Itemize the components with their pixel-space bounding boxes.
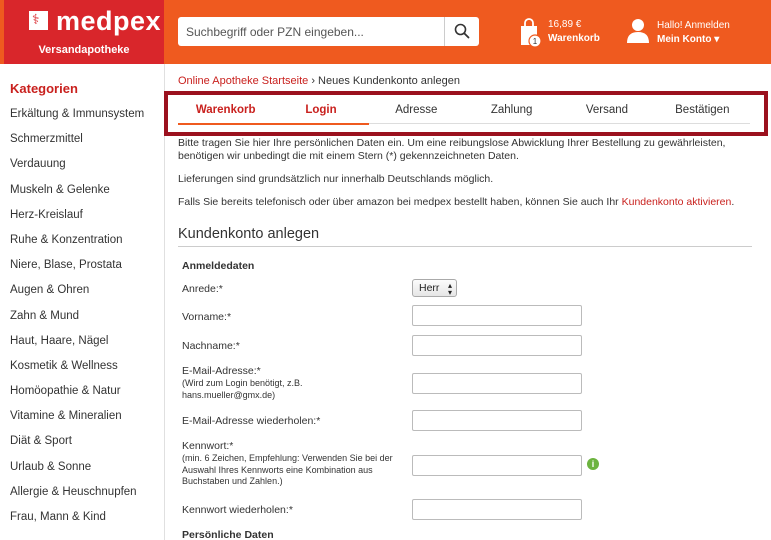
nachname-field[interactable] (412, 335, 582, 356)
category-item[interactable]: Diät & Sport (10, 435, 72, 448)
category-item[interactable]: Urlaub & Sonne (10, 460, 92, 473)
breadcrumb-current: Neues Kundenkonto anlegen (318, 75, 460, 87)
step-bestaetigen: Bestätigen (675, 104, 730, 116)
anrede-select[interactable]: Herr ▴ ▾ (412, 279, 457, 297)
search-button[interactable] (444, 17, 479, 46)
sidebar-title: Kategorien (10, 81, 78, 96)
my-account-label: Mein Konto ▾ (657, 34, 720, 45)
step-login[interactable]: Login (273, 102, 368, 123)
nachname-label: Nachname:* (182, 340, 240, 352)
vorname-label: Vorname:* (182, 311, 232, 323)
select-arrows-icon: ▴ ▾ (447, 281, 452, 297)
cart-count-badge: 1 (532, 37, 538, 46)
category-item[interactable]: Augen & Ohren (10, 284, 90, 297)
activate-account-link[interactable]: Kundenkonto aktivieren (621, 196, 732, 208)
search-input[interactable] (178, 17, 444, 46)
pharmacy-cross-icon: ⚕ (29, 11, 48, 30)
form-title: Kundenkonto anlegen (178, 226, 320, 242)
anrede-label: Anrede:* (182, 283, 223, 295)
breadcrumb-separator: › (311, 75, 315, 87)
cart-label: Warenkorb (548, 33, 600, 44)
category-item[interactable]: Vitamine & Mineralien (10, 410, 122, 423)
category-item[interactable]: Zahn & Mund (10, 309, 80, 322)
category-item[interactable]: Frau, Mann & Kind (10, 511, 106, 523)
checkout-steps (178, 102, 750, 124)
category-item[interactable]: Allergie & Heuschnupfen (10, 485, 137, 498)
email-field[interactable] (412, 373, 582, 394)
email-hint: (Wird zum Login benötigt, z.B. hans.mueller@gmx.de) (182, 378, 303, 400)
shopping-bag-icon (518, 18, 544, 48)
category-item[interactable]: Kosmetik & Wellness (10, 359, 118, 372)
category-item[interactable]: Herz-Kreislauf (10, 208, 83, 221)
password-repeat-label: Kennwort wiederholen:* (182, 504, 293, 516)
category-item[interactable]: Muskeln & Gelenke (10, 183, 110, 196)
category-item[interactable]: Haut, Haare, Nägel (10, 334, 109, 347)
step-zahlung: Zahlung (490, 104, 533, 116)
checkout-steps-highlight (164, 91, 768, 136)
email-repeat-field[interactable] (412, 410, 582, 431)
medpex-logo[interactable] (4, 0, 164, 64)
logo-text: medpex (56, 6, 162, 36)
delivery-note: Lieferungen sind grundsätzlich nur innerhalb Deutschlands möglich. (178, 173, 494, 185)
password-hint: (min. 6 Zeichen, Empfehlung: Verwenden Sie bei der Auswahl Ihres Kennworts eine Kombination aus Buchstaben und Zahlen.) (182, 453, 393, 486)
cart-total: 16,89 € (548, 19, 582, 30)
breadcrumb (178, 75, 460, 87)
breadcrumb-home-link[interactable]: Online Apotheke Startseite (178, 75, 309, 87)
step-versand: Versand (585, 104, 629, 116)
email-label: E-Mail-Adresse:* (Wird zum Login benötigt, z.B. hans.mueller@gmx.de) (182, 365, 402, 401)
vorname-field[interactable] (412, 305, 582, 326)
password-repeat-field[interactable] (412, 499, 582, 520)
step-warenkorb[interactable]: Warenkorb (178, 102, 273, 123)
category-list (10, 106, 144, 534)
section-personal-data: Persönliche Daten (182, 529, 274, 540)
password-field[interactable] (412, 455, 582, 476)
step-adresse: Adresse (395, 104, 438, 116)
category-item[interactable]: Schmerzmittel (10, 133, 83, 146)
intro-paragraph: Bitte tragen Sie hier Ihre persönlichen Daten ein. Um eine reibungslose Abwicklung Ihrer Bestellung zu gewährleisten, benötigen wir unbedingt die mit einem Stern (*) gekennzeichneten Daten. (178, 137, 726, 162)
category-item[interactable]: Niere, Blase, Prostata (10, 259, 122, 272)
cart-link[interactable] (518, 16, 610, 50)
email-repeat-label: E-Mail-Adresse wiederholen:* (182, 415, 321, 427)
search-icon (454, 23, 470, 39)
category-item[interactable]: Ruhe & Konzentration (10, 233, 123, 246)
form-divider (178, 246, 752, 247)
category-item[interactable]: Verdauung (10, 158, 66, 171)
info-icon[interactable]: i (587, 458, 599, 470)
account-menu[interactable] (626, 16, 766, 50)
activation-note: Falls Sie bereits telefonisch oder über amazon bei medpex bestellt haben, können Sie auch Ihr Kundenkonto aktivieren. (178, 196, 735, 208)
account-greeting: Hallo! Anmelden (657, 20, 730, 31)
site-header (0, 0, 771, 64)
category-sidebar (0, 64, 165, 540)
category-item[interactable]: Erkältung & Immunsystem (10, 108, 145, 120)
logo-subtitle: Versandapotheke (38, 44, 130, 56)
user-icon (626, 18, 650, 44)
category-item[interactable]: Homöopathie & Natur (10, 385, 121, 398)
section-login-data: Anmeldedaten (182, 260, 255, 272)
password-label: Kennwort:* (min. 6 Zeichen, Empfehlung: Verwenden Sie bei der Auswahl Ihres Kennworts eine Kombination aus Buchstaben und Zahlen.) (182, 440, 402, 488)
